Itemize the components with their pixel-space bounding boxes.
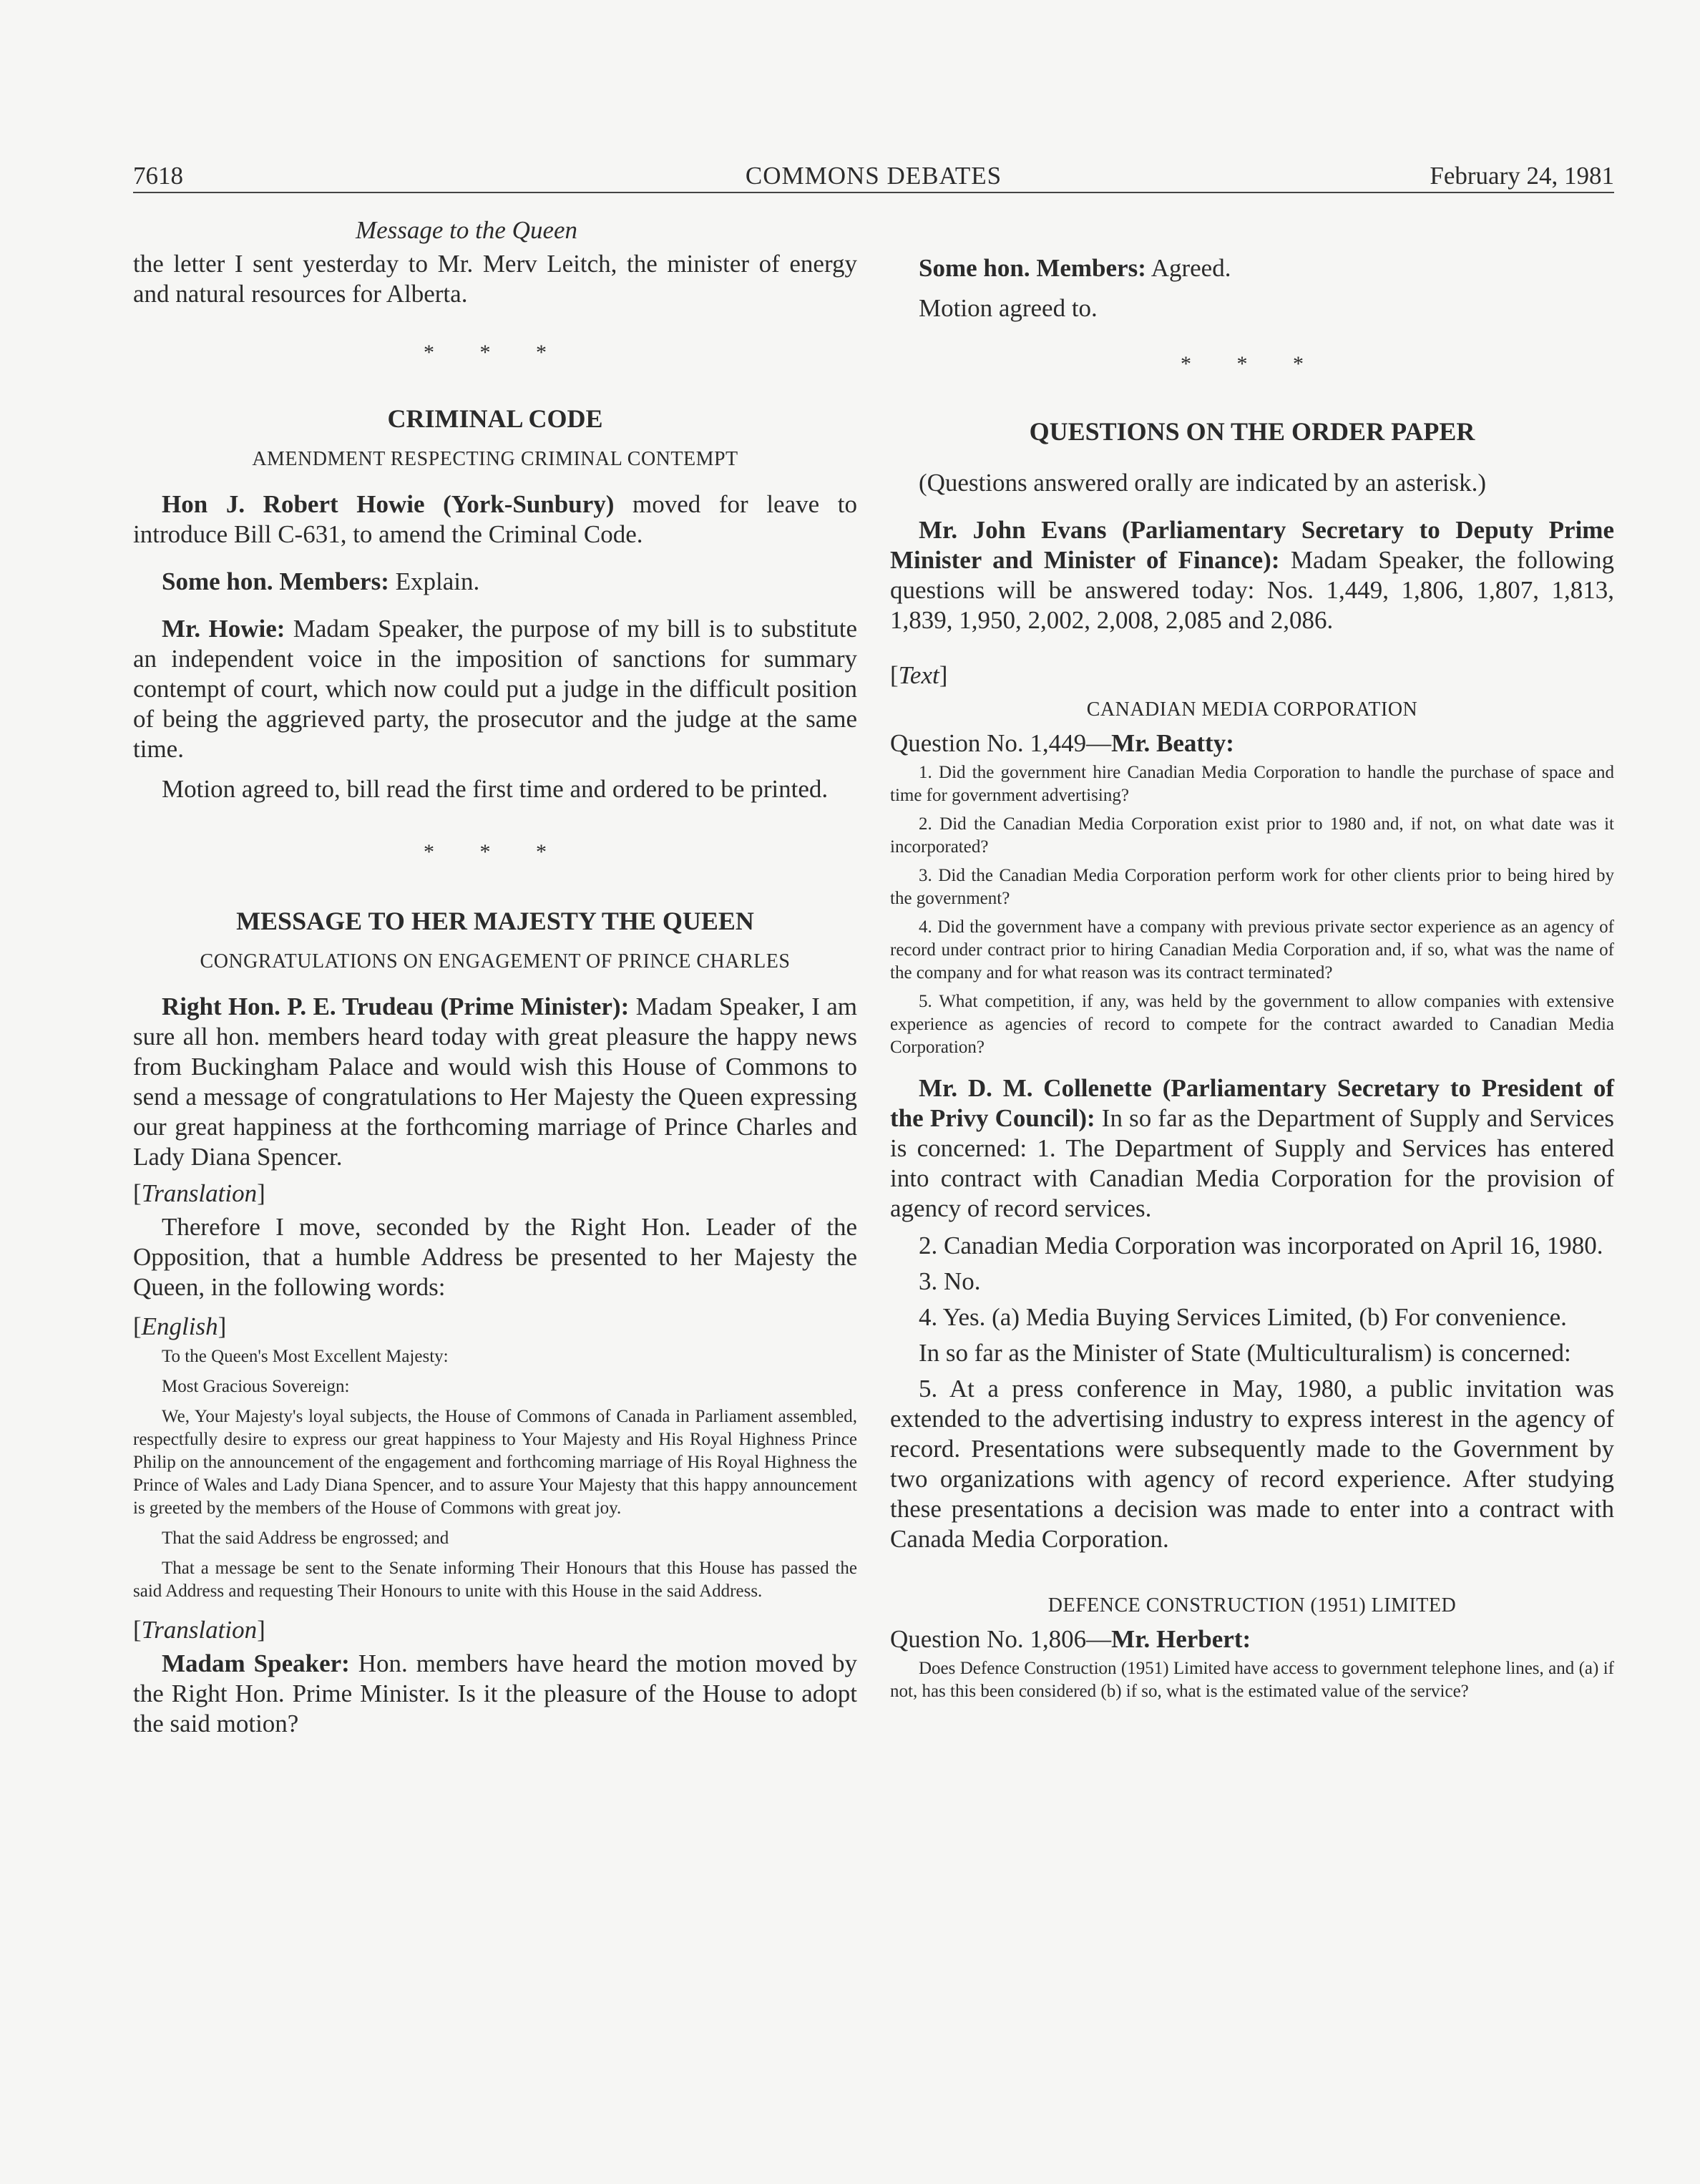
paragraph bbox=[890, 515, 1614, 635]
paragraph-text: Madam Speaker, the following questions will be answered today: Nos. 1,449, 1,806, 1,807, 1,813, 1,839, 1,950, 2,002, 2,008, 2,085 and 2,086. bbox=[890, 546, 1614, 634]
intro-paragraph: the letter I sent yesterday to Mr. Merv Leitch, the minister of energy and natural resources for Alberta. bbox=[133, 250, 857, 308]
paragraph-text: Hon. members have heard the motion moved by the Right Hon. Prime Minister. Is it the pleasure of the House to adopt the said motion? bbox=[133, 1649, 857, 1737]
paragraph bbox=[133, 489, 857, 550]
question-item: 3. Did the Canadian Media Corporation perform work for other clients prior to being hired by the government? bbox=[890, 866, 1614, 908]
text-marker: [Text] bbox=[890, 661, 948, 689]
question-text: Does Defence Construction (1951) Limited have access to government telephone lines, and (a) if not, has this been considered (b) if so, what is the estimated value of the service? bbox=[890, 1659, 1614, 1701]
question-item: 5. What competition, if any, was held by the government to allow companies with extensive experience as agencies of record to compete for the contract awarded to Canadian Media Corporation? bbox=[890, 992, 1614, 1057]
paragraph-text: Madam Speaker, I am sure all hon. members heard today with great pleasure the happy news from Buckingham Palace and would wish this House of Commons to send a message of congratulations to Her Majesty the Queen expressing our great happiness at the forthcoming marriage of Prince Charles and Lady Diana Spencer. bbox=[133, 993, 857, 1171]
address-line: Most Gracious Sovereign: bbox=[162, 1377, 350, 1396]
address-line: That the said Address be engrossed; and bbox=[162, 1529, 449, 1548]
paragraph: Motion agreed to. bbox=[919, 294, 1098, 322]
paragraph: Motion agreed to, bill read the first time and ordered to be printed. bbox=[162, 775, 829, 803]
paragraph-text: In so far as the Department of Supply and Services is concerned: 1. The Department of Supply and Services has entered into contract with Canadian Media Corporation for the provision of agency of record services. bbox=[890, 1104, 1614, 1222]
paragraph bbox=[133, 992, 857, 1172]
answer-paragraph bbox=[890, 1073, 1614, 1224]
paragraph-text: Agreed. bbox=[1145, 254, 1231, 282]
section-heading: CRIMINAL CODE bbox=[387, 404, 603, 433]
paragraph bbox=[133, 1649, 857, 1739]
section-heading: MESSAGE TO HER MAJESTY THE QUEEN bbox=[236, 907, 754, 935]
paragraph-text: Madam Speaker, the purpose of my bill is to substitute an independent voice in the imposition of sanctions for summary contempt of court, which now could put a judge in the difficult position of being the aggrieved party, the prosecutor and the judge at the same time. bbox=[133, 615, 857, 763]
answer-item: 2. Canadian Media Corporation was incorporated on April 16, 1980. bbox=[919, 1232, 1603, 1259]
speaker: Madam Speaker: bbox=[162, 1649, 350, 1677]
translation-marker: [Translation] bbox=[133, 1179, 265, 1207]
page-number: 7618 bbox=[133, 162, 183, 190]
paragraph-text: Explain. bbox=[389, 567, 480, 595]
paragraph: Therefore I move, seconded by the Right Hon. Leader of the Opposition, that a humble Address be presented to her Majesty the Queen, in the following words: bbox=[133, 1213, 857, 1301]
speaker: Mr. John Evans (Parliamentary Secretary to Deputy Prime Minister and Minister of Finance): bbox=[890, 516, 1614, 574]
left-column bbox=[133, 216, 857, 1739]
translation-marker: [Translation] bbox=[133, 1616, 265, 1644]
member: Mr. Herbert: bbox=[1111, 1625, 1251, 1653]
question-item: 4. Did the government have a company with previous private sector experience as an agency of record under contract prior to hiring Canadian Media Corporation and, if so, what was the name of the company and for what reason was its contract terminated? bbox=[890, 917, 1614, 983]
speaker: Mr. Howie: bbox=[162, 615, 285, 643]
paragraph bbox=[133, 614, 857, 764]
running-head: Message to the Queen bbox=[355, 216, 578, 244]
question-item: 1. Did the government hire Canadian Media Corporation to handle the purchase of space and time for government advertising? bbox=[890, 763, 1614, 805]
answer-item: 3. No. bbox=[919, 1267, 981, 1295]
question-item: 2. Did the Canadian Media Corporation exist prior to 1980 and, if not, on what date was it incorporated? bbox=[890, 814, 1614, 857]
separator: * * * bbox=[1181, 352, 1324, 376]
page-date: February 24, 1981 bbox=[1430, 162, 1614, 190]
address-paragraph: We, Your Majesty's loyal subjects, the House of Commons of Canada in Parliament assembled, respectfully desire to express our great happiness to Your Majesty and His Royal Highness Prince Philip on the announcement of the engagement and forthcoming marriage of His Royal Highness the Prince of Wales and Lady Diana Spencer, and to assure Your Majesty that this happy announcement is greeted by the members of the House of Commons with great joy. bbox=[133, 1407, 857, 1518]
question-label: Question No. 1,449—Mr. Beatty: bbox=[890, 729, 1234, 757]
speaker: Hon J. Robert Howie (York-Sunbury) bbox=[162, 490, 615, 518]
question-subheading: CANADIAN MEDIA CORPORATION bbox=[1086, 698, 1418, 721]
section-subheading: AMENDMENT RESPECTING CRIMINAL CONTEMPT bbox=[252, 448, 738, 470]
answer-item: 5. At a press conference in May, 1980, a public invitation was extended to the advertising industry to express interest in the agency of record. Presentations were subsequently made to the Government by two organizations with agency of record experience. After studying these presentations a decision was made to enter into a contract with Canada Media Corporation. bbox=[890, 1375, 1614, 1553]
speaker: Some hon. Members: bbox=[162, 567, 389, 595]
speaker: Right Hon. P. E. Trudeau (Prime Minister): bbox=[162, 993, 630, 1020]
separator: * * * bbox=[424, 341, 567, 364]
section-heading: QUESTIONS ON THE ORDER PAPER bbox=[1029, 417, 1475, 446]
speaker: Mr. D. M. Collenette (Parliamentary Secretary to President of the Privy Council): bbox=[890, 1074, 1614, 1132]
paragraph-text: moved for leave to introduce Bill C-631, to amend the Criminal Code. bbox=[133, 490, 858, 548]
paragraph bbox=[133, 567, 857, 597]
right-column bbox=[890, 216, 1614, 1703]
answer-item: 4. Yes. (a) Media Buying Services Limited, (b) For convenience. bbox=[919, 1303, 1567, 1331]
question-label: Question No. 1,806—Mr. Herbert: bbox=[890, 1625, 1251, 1653]
answer-item: In so far as the Minister of State (Multiculturalism) is concerned: bbox=[919, 1339, 1571, 1367]
publication-title: COMMONS DEBATES bbox=[745, 162, 1002, 190]
separator: * * * bbox=[424, 840, 567, 864]
page-header bbox=[133, 159, 1614, 193]
english-marker: [English] bbox=[133, 1312, 227, 1340]
member: Mr. Beatty: bbox=[1111, 729, 1234, 757]
question-items bbox=[890, 761, 1614, 1059]
paragraph bbox=[890, 253, 1614, 283]
address-line: To the Queen's Most Excellent Majesty: bbox=[162, 1347, 449, 1366]
address-paragraph: That a message be sent to the Senate informing Their Honours that this House has passed the said Address and requesting Their Honours to unite with this House in the said Address. bbox=[133, 1559, 857, 1601]
note: (Questions answered orally are indicated by an asterisk.) bbox=[919, 469, 1487, 497]
question-subheading: DEFENCE CONSTRUCTION (1951) LIMITED bbox=[1047, 1594, 1457, 1617]
speaker: Some hon. Members: bbox=[919, 254, 1146, 282]
section-subheading: CONGRATULATIONS ON ENGAGEMENT OF PRINCE CHARLES bbox=[200, 950, 791, 972]
